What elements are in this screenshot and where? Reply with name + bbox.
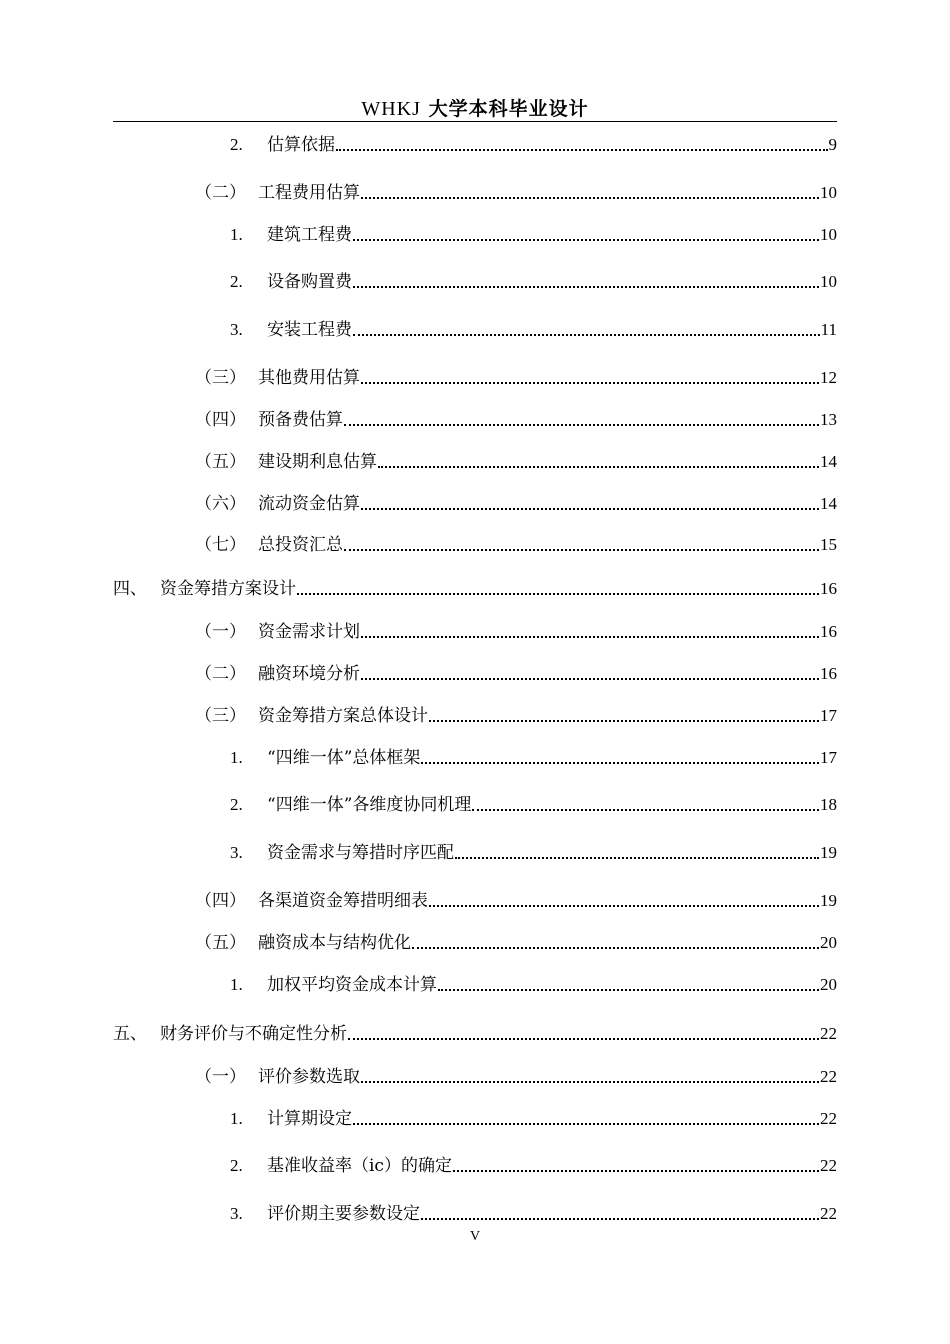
toc-entry-page: 9 [828, 135, 837, 154]
toc-entry[interactable] [195, 933, 837, 953]
toc-dot-leader [361, 1081, 819, 1083]
toc-entry-title: 财务评价与不确定性分析 [160, 1024, 347, 1044]
toc-entry[interactable] [230, 748, 837, 768]
toc-entry-page: 19 [820, 843, 837, 862]
toc-entry-page: 15 [820, 535, 837, 554]
toc-dot-leader [336, 149, 828, 151]
header-title [0, 94, 950, 121]
toc-entry-page: 11 [820, 320, 837, 339]
toc-entry-number: （三） [195, 368, 246, 388]
toc-entry-page: 10 [820, 272, 837, 291]
toc-dot-leader [438, 989, 819, 991]
toc-entry[interactable] [195, 410, 837, 430]
toc-entry[interactable] [195, 891, 837, 911]
toc-entry-title: 资金需求计划 [258, 622, 360, 642]
toc-dot-leader [421, 1218, 819, 1220]
toc-entry-page: 19 [820, 891, 837, 910]
toc-entry-title: 计算期设定 [267, 1109, 352, 1129]
toc-entry-page: 22 [820, 1024, 837, 1043]
toc-entry[interactable] [230, 135, 837, 155]
toc-entry[interactable] [230, 1204, 837, 1224]
toc-entry-page: 18 [820, 795, 837, 814]
toc-entry[interactable] [195, 664, 837, 684]
toc-entry-page: 14 [820, 452, 837, 471]
toc-entry-title: 建筑工程费 [267, 225, 352, 245]
toc-entry-page: 17 [820, 706, 837, 725]
page-number: V [469, 1229, 481, 1244]
toc-entry-page: 20 [820, 975, 837, 994]
toc-dot-leader [455, 857, 819, 859]
toc-entry[interactable] [230, 1156, 837, 1176]
header-text: 大学本科毕业设计 [428, 98, 589, 120]
toc-dot-leader [348, 1038, 819, 1040]
toc-entry[interactable] [230, 320, 837, 340]
toc-entry-page: 10 [820, 225, 837, 244]
toc-entry-title: 估算依据 [267, 135, 335, 155]
toc-dot-leader [361, 678, 819, 680]
toc-entry-page: 22 [820, 1156, 837, 1175]
toc-entry-page: 12 [820, 368, 837, 387]
toc-entry-title: 工程费用估算 [258, 183, 360, 203]
toc-dot-leader [361, 508, 819, 510]
toc-entry-number: （六） [195, 494, 246, 514]
toc-dot-leader [412, 947, 819, 949]
toc-entry-title: 基准收益率（ic）的确定 [267, 1156, 452, 1176]
toc-entry-number: 3. [230, 1204, 243, 1223]
toc-entry[interactable] [195, 494, 837, 514]
toc-entry-title: 各渠道资金筹措明细表 [258, 891, 428, 911]
toc-entry[interactable] [195, 706, 837, 726]
toc-entry-title: “四维一体”总体框架 [267, 748, 421, 768]
header-prefix: WHKJ [361, 98, 421, 120]
toc-entry-number: （一） [195, 622, 246, 642]
toc-dot-leader [361, 636, 819, 638]
toc-entry[interactable] [230, 272, 837, 292]
toc-dot-leader [344, 424, 819, 426]
toc-entry-title: 其他费用估算 [258, 368, 360, 388]
toc-entry[interactable] [195, 1067, 837, 1087]
toc-entry-number: 1. [230, 1109, 243, 1128]
toc-entry[interactable] [230, 1109, 837, 1129]
toc-entry[interactable] [230, 843, 837, 863]
toc-entry[interactable] [230, 795, 837, 815]
toc-entry-title: 融资环境分析 [258, 664, 360, 684]
toc-entry-number: 1. [230, 225, 243, 244]
toc-entry-title: 评价参数选取 [258, 1067, 360, 1087]
toc-dot-leader [429, 905, 819, 907]
toc-dot-leader [297, 593, 819, 595]
toc-entry[interactable] [113, 579, 837, 599]
toc-entry[interactable] [195, 183, 837, 203]
toc-entry-number: 2. [230, 1156, 243, 1175]
toc-entry-title: 加权平均资金成本计算 [267, 975, 437, 995]
toc-entry-number: 3. [230, 843, 243, 862]
toc-entry-number: 1. [230, 748, 243, 767]
toc-dot-leader [453, 1170, 819, 1172]
toc-entry-number: （二） [195, 664, 246, 684]
toc-dot-leader [472, 809, 819, 811]
toc-entry-title: 资金需求与筹措时序匹配 [267, 843, 454, 863]
toc-entry-number: 3. [230, 320, 243, 339]
toc-entry-title: 融资成本与结构优化 [258, 933, 411, 953]
toc-entry-page: 16 [820, 664, 837, 683]
toc-dot-leader [429, 720, 819, 722]
toc-entry[interactable] [195, 368, 837, 388]
toc-entry-number: 2. [230, 135, 243, 154]
toc-dot-leader [361, 197, 819, 199]
toc-entry-page: 22 [820, 1109, 837, 1128]
toc-entry-number: 四、 [113, 579, 147, 599]
toc-entry-page: 20 [820, 933, 837, 952]
toc-entry-page: 10 [820, 183, 837, 202]
toc-entry-title: 设备购置费 [267, 272, 352, 292]
header-rule [113, 121, 837, 122]
toc-entry-page: 14 [820, 494, 837, 513]
toc-entry-title: 评价期主要参数设定 [267, 1204, 420, 1224]
toc-entry-number: 2. [230, 272, 243, 291]
toc-entry-number: 五、 [113, 1024, 147, 1044]
toc-entry-number: （三） [195, 706, 246, 726]
toc-dot-leader [353, 239, 819, 241]
toc-entry[interactable] [230, 225, 837, 245]
toc-entry-title: 总投资汇总 [258, 535, 343, 555]
toc-entry-title: 资金筹措方案总体设计 [258, 706, 428, 726]
toc-entry-title: 预备费估算 [258, 410, 343, 430]
toc-dot-leader [421, 762, 819, 764]
toc-entry-number: 1. [230, 975, 243, 994]
toc-entry-page: 16 [820, 622, 837, 641]
toc-entry-page: 22 [820, 1067, 837, 1086]
toc-entry-page: 13 [820, 410, 837, 429]
toc-entry-title: “四维一体”各维度协同机理 [267, 795, 472, 815]
toc-dot-leader [361, 382, 819, 384]
toc-entry-page: 22 [820, 1204, 837, 1223]
toc-entry[interactable] [113, 1024, 837, 1044]
toc-entry-page: 17 [820, 748, 837, 767]
toc-entry-title: 安装工程费 [267, 320, 352, 340]
toc-entry-page: 16 [820, 579, 837, 598]
toc-entry-number: （一） [195, 1067, 246, 1087]
toc-entry-title: 资金筹措方案设计 [160, 579, 296, 599]
toc-entry[interactable] [230, 975, 837, 995]
toc-entry[interactable] [195, 622, 837, 642]
toc-entry-number: （五） [195, 452, 246, 472]
toc-entry-number: （四） [195, 410, 246, 430]
toc-entry-number: 2. [230, 795, 243, 814]
toc-entry-number: （五） [195, 933, 246, 953]
toc-entry[interactable] [195, 452, 837, 472]
toc-dot-leader [353, 1123, 819, 1125]
toc-entry-number: （二） [195, 183, 246, 203]
toc-dot-leader [344, 549, 819, 551]
toc-entry-title: 建设期利息估算 [258, 452, 377, 472]
toc-dot-leader [378, 466, 819, 468]
toc-entry-title: 流动资金估算 [258, 494, 360, 514]
toc-entry-number: （四） [195, 891, 246, 911]
toc-entry[interactable] [195, 535, 837, 555]
toc-dot-leader [353, 334, 820, 336]
toc-entry-number: （七） [195, 535, 246, 555]
toc-dot-leader [353, 286, 819, 288]
